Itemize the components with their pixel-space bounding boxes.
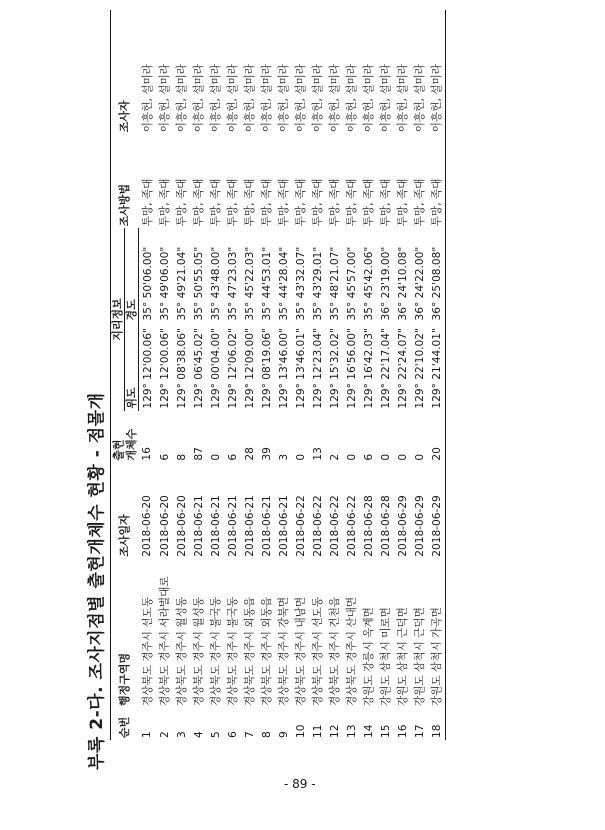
cell-region: 경상북도 경주시 내남면 xyxy=(295,596,307,706)
cell-surveyor: 이흥헌, 설미라 xyxy=(227,64,239,133)
cell-lon: 35° 47'23.03" xyxy=(226,246,239,321)
cell-date: 2018-06-20 xyxy=(158,495,171,557)
cell-count: 0 xyxy=(413,453,426,461)
cell-no: 6 xyxy=(226,731,239,738)
cell-lat: 129° 12'09.00" xyxy=(243,328,256,409)
cell-no: 13 xyxy=(345,724,358,738)
cell-region: 경상북도 경주시 외동읍 xyxy=(261,596,273,706)
cell-date: 2018-06-21 xyxy=(226,495,239,557)
cell-lat: 129° 13'46.00" xyxy=(277,328,290,409)
table-row xyxy=(411,10,428,740)
cell-surveyor: 이흥헌, 설미라 xyxy=(397,64,409,133)
cell-date: 2018-06-21 xyxy=(277,495,290,557)
cell-no: 8 xyxy=(260,731,273,738)
cell-region: 경상북도 경주시 선도동 xyxy=(141,596,154,706)
cell-lon: 36° 23'19.00" xyxy=(379,246,392,321)
cell-lon: 35° 45'22.03" xyxy=(243,246,256,321)
table-row xyxy=(360,10,377,740)
table-row xyxy=(224,10,241,740)
page-number: - 89 - xyxy=(284,777,316,791)
cell-surveyor: 이흥헌, 설미라 xyxy=(295,64,307,133)
cell-no: 4 xyxy=(192,731,205,738)
header-method: 조사방법 xyxy=(111,134,139,228)
cell-no: 5 xyxy=(209,731,222,738)
cell-lon: 35° 48'21.07" xyxy=(328,246,341,321)
cell-date: 2018-06-22 xyxy=(328,495,341,557)
cell-lon: 35° 50'06.00" xyxy=(141,246,154,321)
header-count-line1: 출현 xyxy=(111,439,125,461)
cell-method: 투망, 족대 xyxy=(428,134,446,228)
cell-count: 16 xyxy=(141,447,154,461)
cell-lat: 129° 22'17.04" xyxy=(379,328,392,409)
table-row xyxy=(377,10,394,740)
cell-lat: 129° 12'00.06" xyxy=(141,328,154,409)
cell-lat: 129° 12'00.06" xyxy=(158,328,171,409)
cell-method: 투망, 족대 xyxy=(227,178,239,227)
header-surveyor: 조사자 xyxy=(111,10,139,134)
cell-surveyor: 이흥헌, 설미라 xyxy=(176,64,188,133)
cell-region: 강원도 삼척시 근덕면 xyxy=(397,607,409,706)
cell-count: 6 xyxy=(362,453,375,461)
cell-date: 2018-06-20 xyxy=(175,495,188,557)
cell-method: 투망, 족대 xyxy=(261,178,273,227)
cell-no: 1 xyxy=(141,731,154,738)
cell-lon: 35° 50'55.05" xyxy=(192,246,205,321)
cell-date: 2018-06-29 xyxy=(428,463,446,559)
cell-surveyor: 이흥헌, 설미라 xyxy=(261,64,273,133)
header-geo: 지리정보 xyxy=(111,228,125,410)
cell-region: 경상북도 경주시 강북면 xyxy=(278,596,290,706)
cell-no: 18 xyxy=(428,708,446,740)
survey-table xyxy=(110,10,446,740)
cell-region: 경상북도 경주시 건천읍 xyxy=(329,596,341,706)
table-body xyxy=(139,10,446,740)
header-no: 순번 xyxy=(111,708,139,740)
cell-count: 6 xyxy=(226,453,239,461)
header-lat: 위도 xyxy=(125,322,139,410)
cell-method: 투망, 족대 xyxy=(159,178,171,227)
cell-region: 경상북도 경주시 월성동 xyxy=(176,596,188,706)
table-row xyxy=(173,10,190,740)
cell-lon: 35° 45'42.06" xyxy=(362,246,375,321)
cell-date: 2018-06-21 xyxy=(260,495,273,557)
cell-date: 2018-06-21 xyxy=(209,495,222,557)
table-row xyxy=(326,10,343,740)
cell-lat: 129° 00'04.00" xyxy=(209,328,222,409)
cell-lon: 35° 45'57.00" xyxy=(345,246,358,321)
cell-region: 경상북도 경주시 외동읍 xyxy=(244,596,256,706)
cell-date: 2018-06-29 xyxy=(413,495,426,557)
table-row xyxy=(275,10,292,740)
cell-surveyor: 이흥헌, 설미라 xyxy=(428,10,446,134)
cell-surveyor: 이흥헌, 설미라 xyxy=(414,64,426,133)
cell-count: 3 xyxy=(277,453,290,461)
cell-lon: 35° 43'48.00" xyxy=(209,246,222,321)
header-count xyxy=(111,411,139,463)
cell-lon: 36° 24'22.00" xyxy=(413,246,426,321)
table-row xyxy=(207,10,224,740)
cell-region: 경상북도 경주시 선도동 xyxy=(312,596,324,706)
cell-no: 11 xyxy=(311,724,324,738)
table-row xyxy=(394,10,411,740)
cell-count: 0 xyxy=(396,453,409,461)
cell-date: 2018-06-21 xyxy=(243,495,256,557)
cell-lon: 35° 44'28.04" xyxy=(277,246,290,321)
header-count-line2: 개체수 xyxy=(124,428,138,461)
cell-lon: 35° 43'29.01" xyxy=(311,246,324,321)
cell-method: 투망, 족대 xyxy=(210,178,222,227)
table-row xyxy=(258,10,275,740)
cell-region: 경상북도 경주시 산내면 xyxy=(346,596,358,706)
cell-method: 투망, 족대 xyxy=(346,178,358,227)
cell-surveyor: 이흥헌, 설미라 xyxy=(346,64,358,133)
cell-region: 경상북도 경주시 월성동 xyxy=(193,596,205,706)
cell-lat: 129° 08'19.06" xyxy=(260,328,273,409)
cell-lon: 36° 24'10.08" xyxy=(396,246,409,321)
cell-no: 7 xyxy=(243,731,256,738)
cell-surveyor: 이흥헌, 설미라 xyxy=(141,64,154,133)
cell-no: 10 xyxy=(294,724,307,738)
header-date: 조사일자 xyxy=(111,463,139,559)
table-header xyxy=(111,10,139,740)
cell-method: 투망, 족대 xyxy=(329,178,341,227)
cell-method: 투망, 족대 xyxy=(244,178,256,227)
cell-surveyor: 이흥헌, 설미라 xyxy=(363,64,375,133)
cell-surveyor: 이흥헌, 설미라 xyxy=(210,64,222,133)
cell-count: 0 xyxy=(294,453,307,461)
cell-lat: 129° 12'06.02" xyxy=(226,328,239,409)
cell-no: 14 xyxy=(362,724,375,738)
cell-lat: 129° 06'45.02" xyxy=(192,328,205,409)
cell-count: 20 xyxy=(428,411,446,463)
cell-no: 2 xyxy=(158,731,171,738)
cell-surveyor: 이흥헌, 설미라 xyxy=(278,64,290,133)
cell-date: 2018-06-21 xyxy=(192,495,205,557)
cell-count: 28 xyxy=(243,447,256,461)
cell-surveyor: 이흥헌, 설미라 xyxy=(193,64,205,133)
cell-lat: 129° 22'10.02" xyxy=(413,328,426,409)
table-row xyxy=(428,10,446,740)
cell-method: 투망, 족대 xyxy=(397,178,409,227)
cell-surveyor: 이흥헌, 설미라 xyxy=(380,64,392,133)
cell-count: 13 xyxy=(311,447,324,461)
cell-lat: 129° 21'44.01" xyxy=(428,322,446,410)
cell-date: 2018-06-20 xyxy=(141,495,154,557)
cell-date: 2018-06-28 xyxy=(379,495,392,557)
table-row xyxy=(292,10,309,740)
cell-date: 2018-06-22 xyxy=(311,495,324,557)
cell-count: 8 xyxy=(175,453,188,461)
table-title: 부록 2-다. 조사지점별 출현개체수 현황 - 점몰개 xyxy=(87,392,107,770)
cell-no: 12 xyxy=(328,724,341,738)
cell-region: 강원도 강릉시 옥계면 xyxy=(363,607,375,706)
cell-method: 투망, 족대 xyxy=(295,178,307,227)
cell-method: 투망, 족대 xyxy=(141,178,154,227)
cell-method: 투망, 족대 xyxy=(312,178,324,227)
cell-region: 강원도 삼척시 가곡면 xyxy=(428,559,446,708)
table-row xyxy=(139,10,157,740)
cell-lat: 129° 16'56.00" xyxy=(345,328,358,409)
cell-no: 15 xyxy=(379,724,392,738)
cell-no: 9 xyxy=(277,731,290,738)
header-region: 행정구역명 xyxy=(111,559,139,708)
cell-region: 경상북도 경주시 서라벌대로 xyxy=(159,576,171,706)
cell-lat: 129° 08'38.06" xyxy=(175,328,188,409)
cell-surveyor: 이흥헌, 설미라 xyxy=(244,64,256,133)
cell-lat: 129° 12'23.04" xyxy=(311,328,324,409)
cell-lon: 35° 44'53.01" xyxy=(260,246,273,321)
cell-method: 투망, 족대 xyxy=(278,178,290,227)
cell-method: 투망, 족대 xyxy=(414,178,426,227)
cell-no: 17 xyxy=(413,724,426,738)
cell-count: 6 xyxy=(158,453,171,461)
table-row xyxy=(241,10,258,740)
cell-date: 2018-06-22 xyxy=(294,495,307,557)
cell-count: 2 xyxy=(328,453,341,461)
cell-no: 16 xyxy=(396,724,409,738)
cell-method: 투망, 족대 xyxy=(176,178,188,227)
cell-lat: 129° 16'42.03" xyxy=(362,328,375,409)
cell-lon: 35° 49'06.00" xyxy=(158,246,171,321)
cell-region: 강원도 삼척시 근덕면 xyxy=(414,607,426,706)
cell-method: 투망, 족대 xyxy=(193,178,205,227)
cell-surveyor: 이흥헌, 설미라 xyxy=(312,64,324,133)
header-lon: 경도 xyxy=(125,228,139,322)
cell-lat: 129° 22'24.07" xyxy=(396,328,409,409)
cell-method: 투망, 족대 xyxy=(363,178,375,227)
cell-lon: 35° 43'32.07" xyxy=(294,246,307,321)
cell-date: 2018-06-28 xyxy=(362,495,375,557)
cell-lon: 36° 25'08.08" xyxy=(428,228,446,322)
cell-count: 0 xyxy=(209,453,222,461)
cell-date: 2018-06-29 xyxy=(396,495,409,557)
cell-count: 87 xyxy=(192,447,205,461)
table-row xyxy=(190,10,207,740)
cell-region: 강원도 삼척시 미로면 xyxy=(380,607,392,706)
cell-lat: 129° 15'32.02" xyxy=(328,328,341,409)
cell-date: 2018-06-22 xyxy=(345,495,358,557)
table-row xyxy=(309,10,326,740)
cell-count: 0 xyxy=(379,453,392,461)
header-row-1 xyxy=(111,10,125,740)
cell-region: 경상북도 경주시 불국동 xyxy=(210,596,222,706)
cell-surveyor: 이흥헌, 설미라 xyxy=(329,64,341,133)
cell-count: 0 xyxy=(345,453,358,461)
cell-lon: 35° 49'21.04" xyxy=(175,246,188,321)
cell-surveyor: 이흥헌, 설미라 xyxy=(159,64,171,133)
cell-no: 3 xyxy=(175,731,188,738)
table-row xyxy=(343,10,360,740)
cell-lat: 129° 13'46.01" xyxy=(294,328,307,409)
cell-region: 경상북도 경주시 불국동 xyxy=(227,596,239,706)
cell-method: 투망, 족대 xyxy=(380,178,392,227)
cell-count: 39 xyxy=(260,447,273,461)
table-row xyxy=(156,10,173,740)
